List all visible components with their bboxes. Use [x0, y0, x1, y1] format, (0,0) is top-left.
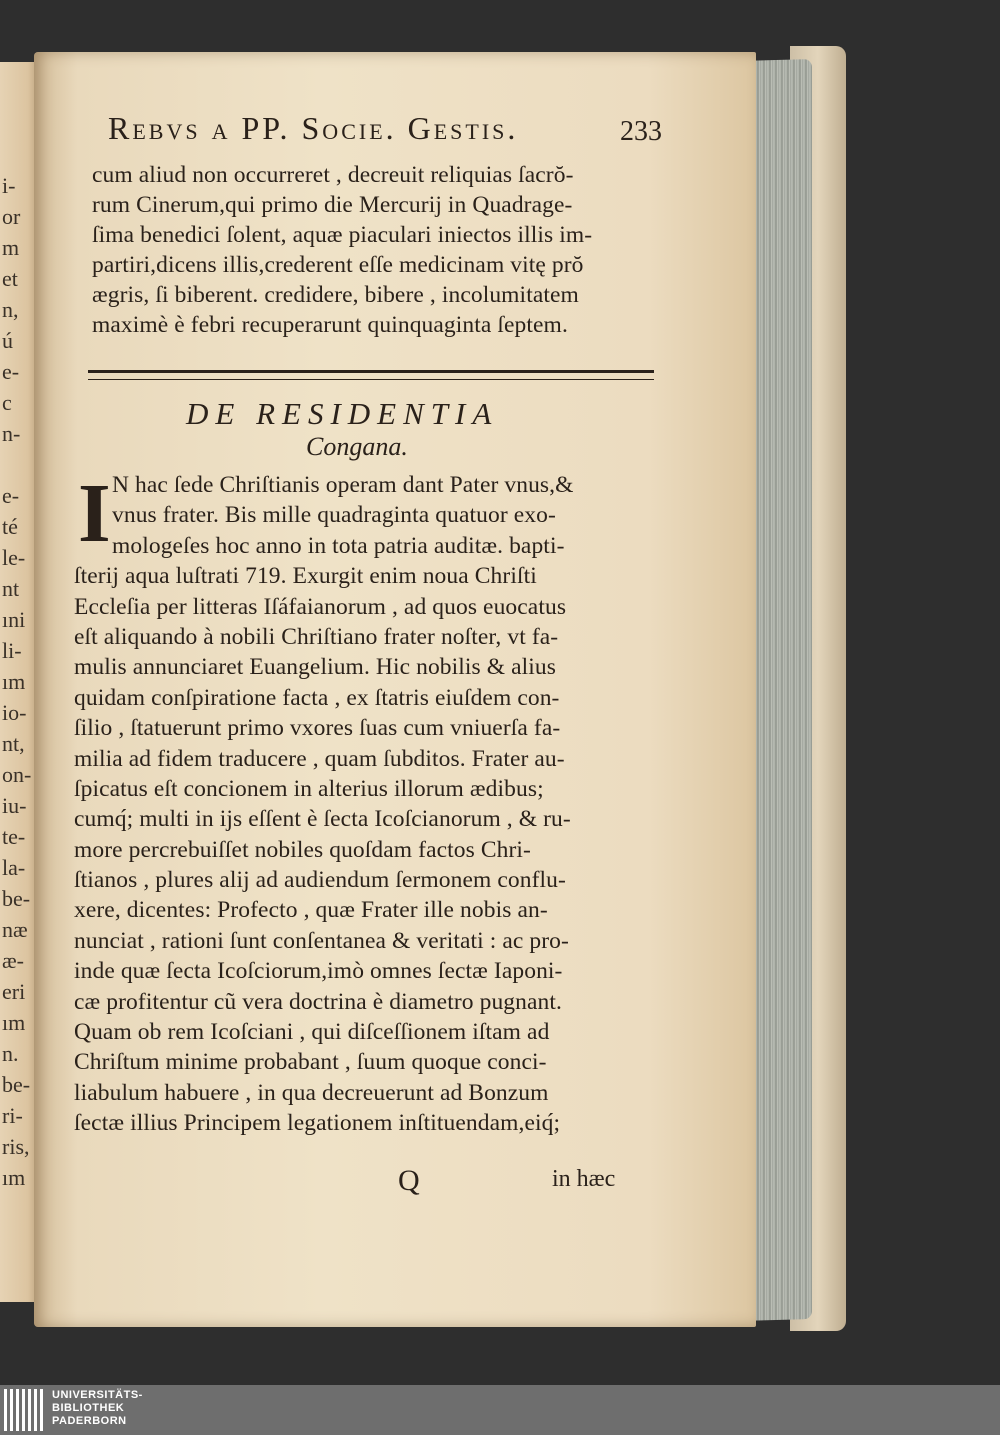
library-name-line: PADERBORN — [52, 1415, 127, 1427]
left-page-fragment: næ — [2, 917, 28, 942]
left-page-fragment: on- — [2, 762, 32, 787]
library-footer-bar — [0, 1385, 1000, 1435]
text-line: cumq́; multi in ijs eſſent è ſecta Icoſcianorum , & ru- — [74, 806, 571, 833]
left-page-fragment: ım — [2, 1165, 26, 1190]
left-page-fragment: nt — [2, 576, 20, 601]
library-name-line: BIBLIOTHEK — [52, 1402, 125, 1414]
page-number: 233 — [620, 116, 662, 147]
text-line: partiri,dicens illis,crederent eſſe medicinam vitę prŏ — [92, 252, 584, 278]
left-page-fragment: ris, — [2, 1134, 30, 1159]
left-page-fragment: or — [2, 204, 21, 229]
left-page-fragment: n, — [2, 297, 19, 322]
left-page-fragment: iu- — [2, 793, 27, 818]
text-line: milia ad fidem traducere , quam ſubditos. Frater au- — [74, 745, 565, 772]
text-line: nunciat , rationi ſunt conſentanea & veritati : ac pro- — [74, 927, 569, 954]
left-page-fragment: eri — [2, 979, 26, 1004]
left-page-fragment: ú — [2, 328, 13, 353]
catchword: in hæc — [552, 1166, 616, 1192]
left-page-fragment: c — [2, 390, 12, 415]
text-line: ſima benedici ſolent, aquæ piaculari iniectos illis im- — [92, 222, 593, 248]
section-divider-rule — [88, 370, 654, 380]
left-page-fragment: e- — [2, 483, 20, 508]
text-line: more percrebuiſſet nobiles quoſdam factos Chri- — [74, 836, 531, 863]
left-page-fragment: li- — [2, 638, 22, 663]
left-page-fragment: æ- — [2, 948, 24, 973]
left-page-fragment: la- — [2, 855, 26, 880]
left-page-line-fragments — [2, 170, 31, 1193]
text-line: ſectæ illius Principem legationem inſtituendam,eiq́; — [74, 1110, 561, 1137]
text-line: quidam conſpiratione facta , ex ſtatris eiuſdem con- — [74, 684, 560, 711]
text-line: Chriſtum minime probabant , ſuum quoque conci- — [74, 1049, 547, 1076]
text-line: mulis annunciaret Euangelium. Hic nobilis & alius — [74, 654, 556, 681]
text-line: maximè è febri recuperarunt quinquaginta ſeptem. — [92, 312, 568, 338]
text-line: ægris, ſi biberent. credidere, bibere , incolumitatem — [92, 282, 579, 308]
text-line: ſpicatus eſt concionem in alterius illorum ædibus; — [74, 775, 544, 802]
text-line: cum aliud non occurreret , decreuit reliquias ſacrŏ- — [92, 162, 574, 188]
left-page-fragment: le- — [2, 545, 26, 570]
left-page-fragment: n. — [2, 1041, 19, 1066]
left-page-fragment: ri- — [2, 1103, 23, 1128]
left-page-fragment: i- — [2, 173, 16, 198]
left-page-fragment: e- — [2, 359, 20, 384]
text-line: ſtianos , plures alij ad audiendum ſermonem conflu- — [74, 867, 566, 894]
text-line: inde quæ ſecta Icoſciorum,imò omnes ſectæ Iaponi- — [74, 958, 563, 985]
library-name — [52, 1389, 143, 1428]
left-page-fragment: té — [2, 514, 18, 539]
top-paragraph — [92, 160, 662, 340]
library-name-line: UNIVERSITÄTS- — [52, 1389, 143, 1401]
body-paragraph — [74, 467, 654, 1139]
text-line: mologeſes hoc anno in tota patria auditæ. bapti- — [112, 532, 565, 559]
drop-initial: I — [78, 467, 111, 560]
left-page-fragment — [2, 449, 31, 480]
text-line: eſt aliquando à nobili Chriſtiano frater noſter, vt fa- — [74, 623, 559, 650]
text-line: cæ profitentur cũ vera doctrina è diametro pugnant. — [74, 988, 562, 1015]
text-line: rum Cinerum,qui primo die Mercurij in Quadrage- — [92, 192, 573, 218]
text-line: liabulum habuere , in qua decreuerunt ad Bonzum — [74, 1079, 549, 1106]
left-page-fragment: te- — [2, 824, 26, 849]
running-head: Rebvs a PP. Socie. Gestis. — [108, 110, 519, 146]
left-page-fragment: et — [2, 266, 18, 291]
left-page-fragment: nt, — [2, 731, 25, 756]
left-page-fragment: n- — [2, 421, 21, 446]
section-title: DE RESIDENTIA — [186, 396, 499, 431]
text-line: xere, dicentes: Profecto , quæ Frater ille nobis an- — [74, 897, 548, 924]
signature-mark: Q — [398, 1164, 420, 1197]
left-page-fragment: be- — [2, 886, 31, 911]
left-page-fragment: ım — [2, 669, 26, 694]
text-line: vnus frater. Bis mille quadraginta quatuor exo- — [112, 502, 556, 529]
text-line: Eccleſia per litteras Iſáfaianorum , ad quos euocatus — [74, 593, 567, 620]
text-line: ſterij aqua luſtrati 719. Exurgit enim noua Chriſti — [74, 563, 537, 590]
text-line: Quam ob rem Icoſciani , qui diſceſſionem iſtam ad — [74, 1019, 550, 1046]
left-page-fragment: ım — [2, 1010, 26, 1035]
left-page-fragment: io- — [2, 700, 27, 725]
left-page-fragment: m — [2, 235, 20, 260]
left-page-fragment: be- — [2, 1072, 31, 1097]
library-logo-icon — [0, 1385, 48, 1435]
text-line: ſilio , ſtatuerunt primo vxores ſuas cum vniuerſa fa- — [74, 715, 561, 742]
section-subtitle: Congana. — [306, 432, 408, 461]
text-line: N hac ſede Chriſtianis operam dant Pater vnus,& — [112, 472, 574, 498]
left-page-fragment: ıni — [2, 607, 26, 632]
